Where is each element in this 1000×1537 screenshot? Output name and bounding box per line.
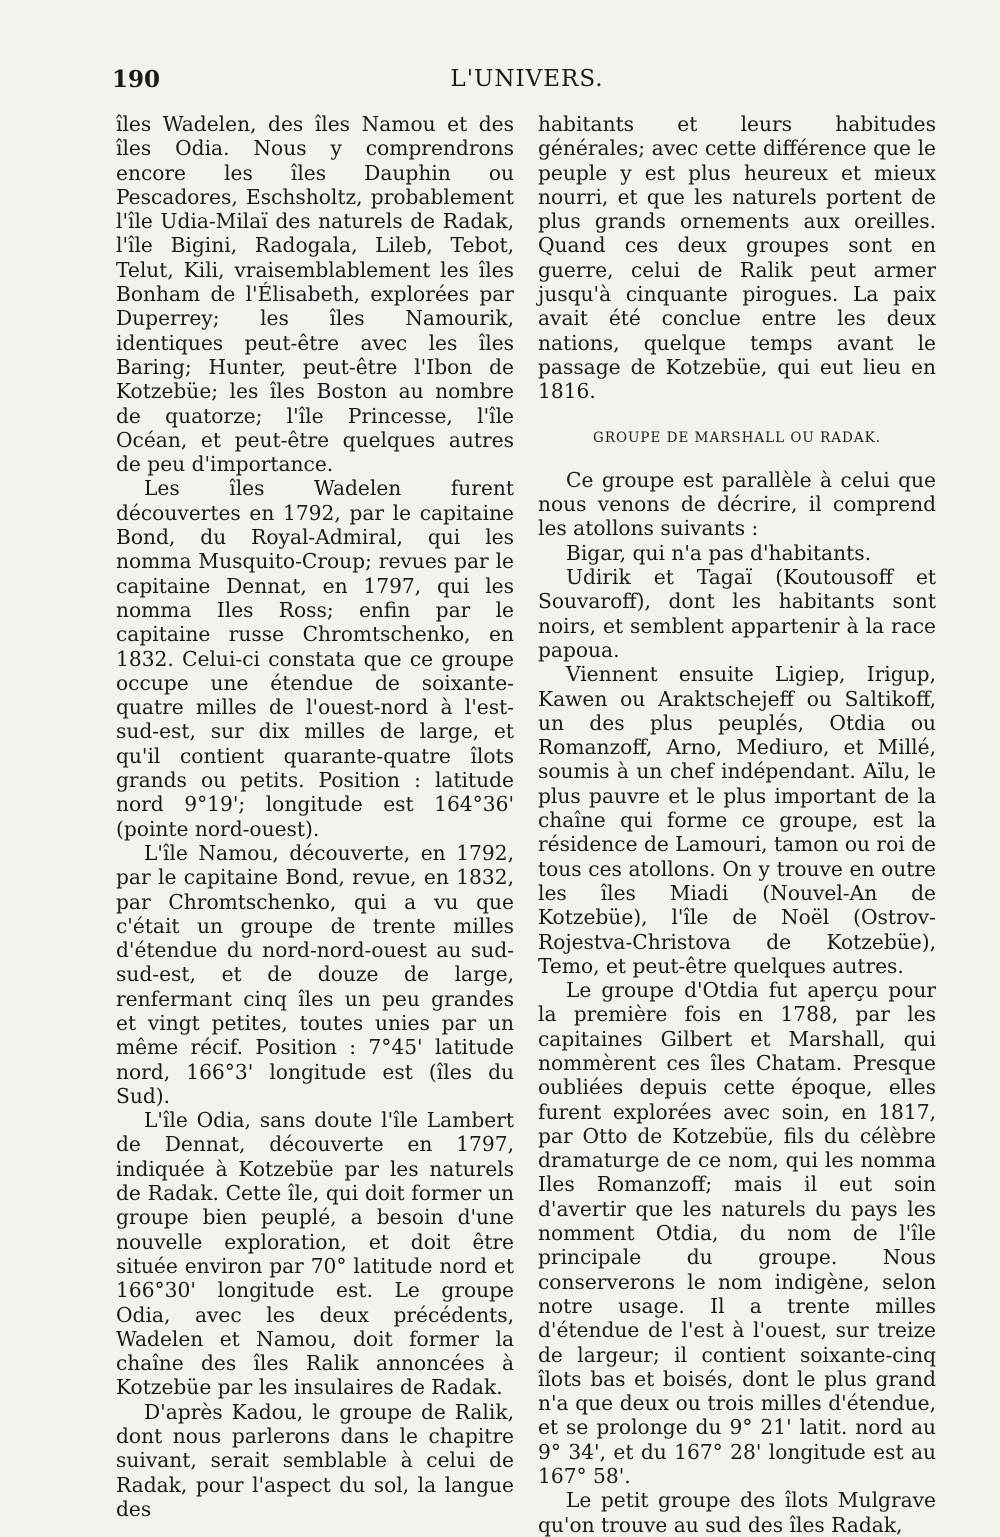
page-number: 190 bbox=[112, 66, 161, 93]
page-header bbox=[112, 66, 942, 102]
paragraph: L'île Odia, sans doute l'île Lambert de Dennat, découverte en 1797, indiquée à Kotzebüe par les naturels de Radak. Cette île, qui doit former un groupe bien peuplé, a besoin d'une nouvelle exploration, et doit être située environ par 70° latitude nord et 166°30' longitude est. Le groupe Odia, avec les deux précédents, Wadelen et Namou, doit former la chaîne des îles Ralik annoncées à Kotzebüe par les insulaires de Radak. bbox=[116, 1108, 514, 1400]
running-title: L'UNIVERS. bbox=[450, 66, 604, 92]
paragraph: îles Wadelen, des îles Namou et des îles Odia. Nous y comprendrons encore les îles Dauphin ou Pescadores, Eschsholtz, probablement l'île Udia-Milaï des naturels de Radak, l'île Bigini, Radogala, Lileb, Tebot, Telut, Kili, vraisemblablement les îles Bonham de l'Élisabeth, explorées par Duperrey; les îles Namourik, identiques peut-être avec les îles Baring; Hunter, peut-être l'Ibon de Kotzebüe; les îles Boston au nombre de quatorze; l'île Princesse, l'île Océan, et peut-être quelques autres de peu d'importance. bbox=[116, 112, 514, 477]
paragraph: L'île Namou, découverte, en 1792, par le capitaine Bond, revue, en 1832, par Chromtschenko, qui a vu que c'était un groupe de trente milles d'étendue du nord-nord-ouest au sud-sud-est, et de douze de large, renfermant cinq îles un peu grandes et vingt petites, toutes unies par un même récif. Position : 7°45' latitude nord, 166°3' longitude est (îles du Sud). bbox=[116, 840, 514, 1108]
section-heading: GROUPE DE MARSHALL OU RADAK. bbox=[593, 429, 881, 446]
paragraph: D'après Kadou, le groupe de Ralik, dont nous parlerons dans le chapitre suivant, serait semblable à celui de Radak, pour l'aspect du sol, la langue des bbox=[116, 1399, 514, 1521]
right-column bbox=[538, 112, 936, 1537]
paragraph: Le groupe d'Otdia fut aperçu pour la première fois en 1788, par les capitaines Gilbert et Marshall, qui nommèrent ces îles Chatam. Presque oubliées depuis cette époque, elles furent explorées avec soin, en 1817, par Otto de Kotzebüe, fils du célèbre dramaturge de ce nom, qui les nomma Iles Romanzoff; mais il eut soin d'avertir que les naturels du pays les nomment Otdia, du nom de l'île principale du groupe. Nous conserverons le nom indigène, selon notre usage. Il a trente milles d'étendue de l'est à l'ouest, sur treize de largeur; il contient soixante-cinq îlots bas et boisés, dont le plus grand n'a que deux ou trois milles d'étendue, et se prolonge du 9° 21' latit. nord au 9° 34', et du 167° 28' longitude est au 167° 58'. bbox=[538, 978, 936, 1489]
paragraph: Bigar, qui n'a pas d'habitants. bbox=[566, 540, 871, 565]
paragraph: habitants et leurs habitudes générales; avec cette différence que le peuple y est plus heureux et mieux nourri, et que les naturels portent de plus grands ornements aux oreilles. Quand ces deux groupes sont en guerre, celui de Ralik peut armer jusqu'à cinquante pirogues. La paix avait été conclue entre les deux nations, quelque temps avant le passage de Kotzebüe, qui eut lieu en 1816. bbox=[538, 112, 936, 404]
paragraph: Viennent ensuite Ligiep, Irigup, Kawen ou Araktschejeff ou Saltikoff, un des plus peuplés, Otdia ou Romanzoff, Arno, Mediuro, et Millé, soumis à un chef indépendant. Aïlu, le plus pauvre et le plus important de la chaîne qui forme ce groupe, est la résidence de Lamouri, tamon ou roi de tous ces atollons. On y trouve en outre les îles Miadi (Nouvel-An de Kotzebüe), l'île de Noël (Ostrov-Rojestva-Christova de Kotzebüe), Temo, et peut-être quelques autres. bbox=[538, 662, 936, 978]
left-column bbox=[116, 112, 514, 1521]
paragraph: Les îles Wadelen furent découvertes en 1792, par le capitaine Bond, du Royal-Admiral, qui les nomma Musquito-Croup; revues par le capitaine Dennat, en 1797, qui les nomma Iles Ross; enfin par le capitaine russe Chromtschenko, en 1832. Celui-ci constata que ce groupe occupe une étendue de soixante-quatre milles de l'ouest-nord à l'est-sud-est, sur dix milles de large, et qu'il contient quarante-quatre îlots grands ou petits. Position : latitude nord 9°19'; longitude est 164°36' (pointe nord-ouest). bbox=[116, 476, 514, 841]
paragraph: Le petit groupe des îlots Mulgrave qu'on trouve au sud des îles Radak, bbox=[538, 1488, 936, 1537]
paragraph: Ce groupe est parallèle à celui que nous venons de décrire, il comprend les atollons suivants : bbox=[538, 467, 936, 541]
paragraph: Udirik et Tagaï (Koutousoff et Souvaroff), dont les habitants sont noirs, et semblent appartenir à la race papoua. bbox=[538, 565, 936, 662]
